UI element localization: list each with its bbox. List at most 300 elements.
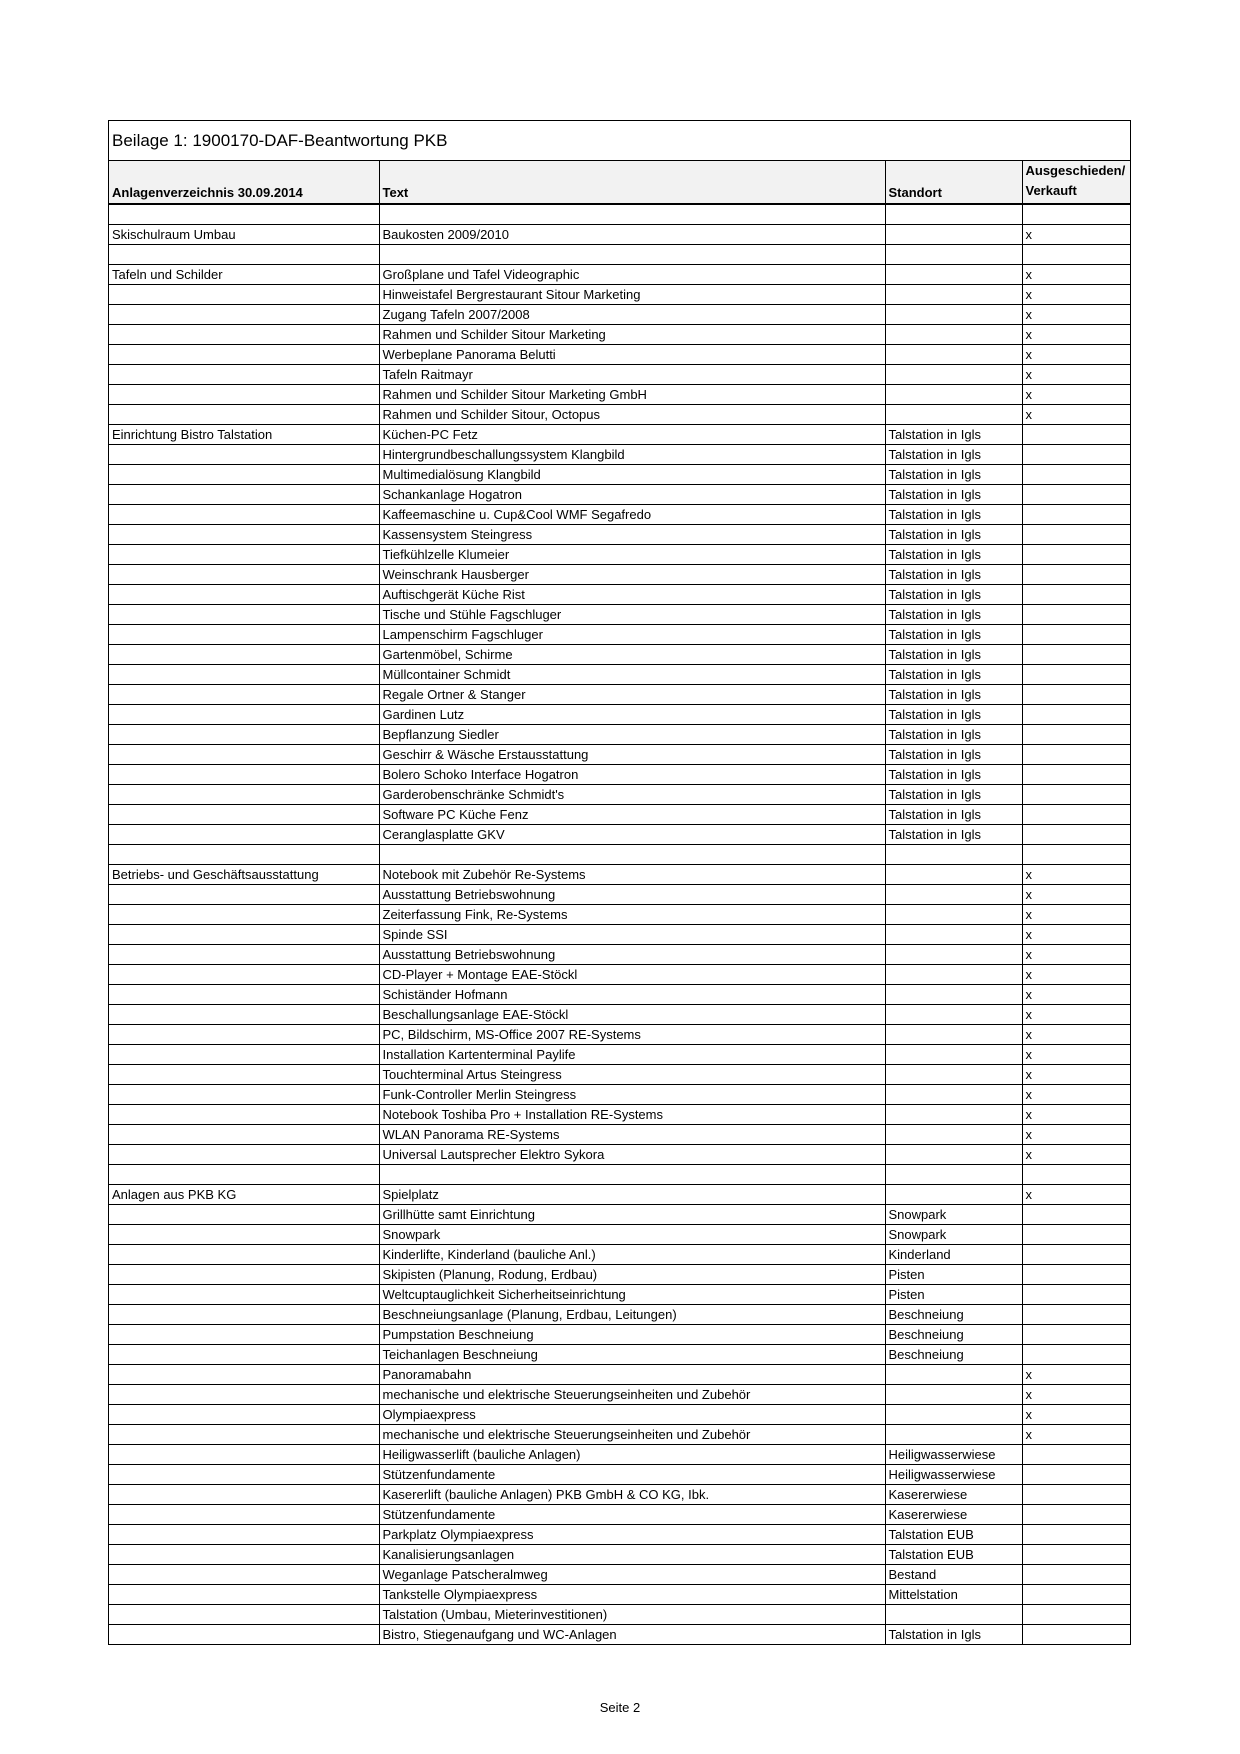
status-cell	[1022, 505, 1130, 525]
status-cell	[1022, 1305, 1130, 1325]
text-cell	[379, 1165, 885, 1185]
status-cell	[1022, 1525, 1130, 1545]
category-cell	[109, 925, 379, 945]
table-row	[109, 685, 1130, 705]
status-cell	[1022, 425, 1130, 445]
category-cell	[109, 525, 379, 545]
table-row	[109, 1385, 1130, 1405]
status-cell: x	[1022, 225, 1130, 245]
table-row	[109, 785, 1130, 805]
category-cell	[109, 965, 379, 985]
table-row	[109, 245, 1130, 265]
table-row	[109, 865, 1130, 885]
status-cell: x	[1022, 1125, 1130, 1145]
location-cell: Talstation in Igls	[885, 525, 1022, 545]
location-cell	[885, 225, 1022, 245]
status-cell	[1022, 665, 1130, 685]
asset-table-sheet	[108, 120, 1131, 1645]
location-cell	[885, 865, 1022, 885]
text-cell: Spinde SSI	[379, 925, 885, 945]
category-cell	[109, 1485, 379, 1505]
category-cell	[109, 505, 379, 525]
status-cell: x	[1022, 985, 1130, 1005]
status-cell	[1022, 585, 1130, 605]
status-cell	[1022, 1325, 1130, 1345]
table-row	[109, 1405, 1130, 1425]
table-row	[109, 1465, 1130, 1485]
category-cell	[109, 1365, 379, 1385]
location-cell: Talstation in Igls	[885, 805, 1022, 825]
location-cell	[885, 1125, 1022, 1145]
location-cell	[885, 1005, 1022, 1025]
location-cell: Talstation EUB	[885, 1545, 1022, 1565]
text-cell: Bistro, Stiegenaufgang und WC-Anlagen	[379, 1625, 885, 1645]
asset-table	[109, 161, 1130, 1644]
location-cell	[885, 385, 1022, 405]
category-cell	[109, 1465, 379, 1485]
status-cell: x	[1022, 1065, 1130, 1085]
status-cell	[1022, 1485, 1130, 1505]
table-row	[109, 305, 1130, 325]
table-row	[109, 1345, 1130, 1365]
table-row	[109, 425, 1130, 445]
text-cell: Rahmen und Schilder Sitour, Octopus	[379, 405, 885, 425]
location-cell	[885, 204, 1022, 225]
status-cell	[1022, 1565, 1130, 1585]
location-cell: Kinderland	[885, 1245, 1022, 1265]
text-cell: mechanische und elektrische Steuerungseinheiten und Zubehör	[379, 1425, 885, 1445]
table-row	[109, 1025, 1130, 1045]
status-cell	[1022, 845, 1130, 865]
text-cell: Bepflanzung Siedler	[379, 725, 885, 745]
status-cell: x	[1022, 865, 1130, 885]
status-cell: x	[1022, 965, 1130, 985]
text-cell: Hintergrundbeschallungssystem Klangbild	[379, 445, 885, 465]
table-row	[109, 1225, 1130, 1245]
status-cell	[1022, 805, 1130, 825]
text-cell: Kanalisierungsanlagen	[379, 1545, 885, 1565]
category-cell	[109, 1625, 379, 1645]
location-cell: Heiligwasserwiese	[885, 1465, 1022, 1485]
status-cell	[1022, 1605, 1130, 1625]
text-cell: Ausstattung Betriebswohnung	[379, 945, 885, 965]
text-cell	[379, 245, 885, 265]
status-cell	[1022, 725, 1130, 745]
table-row	[109, 1445, 1130, 1465]
text-cell: Bolero Schoko Interface Hogatron	[379, 765, 885, 785]
table-row	[109, 585, 1130, 605]
table-row	[109, 285, 1130, 305]
status-cell	[1022, 1345, 1130, 1365]
category-cell	[109, 745, 379, 765]
location-cell	[885, 845, 1022, 865]
text-cell: Kaffeemaschine u. Cup&Cool WMF Segafredo	[379, 505, 885, 525]
category-cell	[109, 285, 379, 305]
location-cell	[885, 1045, 1022, 1065]
text-cell: Olympiaexpress	[379, 1405, 885, 1425]
table-row	[109, 1065, 1130, 1085]
location-cell: Talstation in Igls	[885, 785, 1022, 805]
text-cell: Ausstattung Betriebswohnung	[379, 885, 885, 905]
category-cell: Skischulraum Umbau	[109, 225, 379, 245]
location-cell	[885, 1025, 1022, 1045]
status-cell	[1022, 825, 1130, 845]
category-cell	[109, 1585, 379, 1605]
text-cell: Zeiterfassung Fink, Re-Systems	[379, 905, 885, 925]
text-cell: Auftischgerät Küche Rist	[379, 585, 885, 605]
table-row	[109, 1245, 1130, 1265]
table-row	[109, 705, 1130, 725]
status-cell: x	[1022, 925, 1130, 945]
status-cell: x	[1022, 905, 1130, 925]
table-row	[109, 925, 1130, 945]
category-cell	[109, 585, 379, 605]
text-cell: Panoramabahn	[379, 1365, 885, 1385]
text-cell: Baukosten 2009/2010	[379, 225, 885, 245]
text-cell: Funk-Controller Merlin Steingress	[379, 1085, 885, 1105]
status-cell	[1022, 705, 1130, 725]
status-cell	[1022, 525, 1130, 545]
location-cell: Talstation in Igls	[885, 485, 1022, 505]
table-row	[109, 505, 1130, 525]
text-cell: Lampenschirm Fagschluger	[379, 625, 885, 645]
location-cell: Talstation in Igls	[885, 625, 1022, 645]
location-cell: Pisten	[885, 1285, 1022, 1305]
table-row	[109, 1545, 1130, 1565]
location-cell: Talstation in Igls	[885, 465, 1022, 485]
status-cell	[1022, 445, 1130, 465]
table-row	[109, 1285, 1130, 1305]
page-number: Seite 2	[599, 1700, 641, 1715]
table-row	[109, 385, 1130, 405]
text-cell: Küchen-PC Fetz	[379, 425, 885, 445]
header-anlagenverzeichnis: Anlagenverzeichnis 30.09.2014	[109, 161, 379, 204]
category-cell	[109, 1245, 379, 1265]
text-cell: Weganlage Patscheralmweg	[379, 1565, 885, 1585]
text-cell: Pumpstation Beschneiung	[379, 1325, 885, 1345]
text-cell: Großplane und Tafel Videographic	[379, 265, 885, 285]
text-cell: Garderobenschränke Schmidt's	[379, 785, 885, 805]
table-row	[109, 885, 1130, 905]
status-cell: x	[1022, 1365, 1130, 1385]
location-cell: Talstation in Igls	[885, 545, 1022, 565]
text-cell: Touchterminal Artus Steingress	[379, 1065, 885, 1085]
category-cell: Betriebs- und Geschäftsausstattung	[109, 865, 379, 885]
status-cell	[1022, 485, 1130, 505]
category-cell	[109, 1065, 379, 1085]
status-cell: x	[1022, 285, 1130, 305]
location-cell	[885, 1185, 1022, 1205]
category-cell	[109, 485, 379, 505]
location-cell: Talstation in Igls	[885, 445, 1022, 465]
table-row	[109, 1485, 1130, 1505]
location-cell: Talstation in Igls	[885, 565, 1022, 585]
category-cell	[109, 405, 379, 425]
status-cell: x	[1022, 385, 1130, 405]
status-cell: x	[1022, 1045, 1130, 1065]
status-cell	[1022, 545, 1130, 565]
category-cell	[109, 1385, 379, 1405]
location-cell	[885, 365, 1022, 385]
status-cell: x	[1022, 1425, 1130, 1445]
header-ausgeschieden: Ausgeschieden/ Verkauft	[1022, 161, 1130, 204]
category-cell	[109, 1325, 379, 1345]
category-cell	[109, 1045, 379, 1065]
location-cell: Talstation in Igls	[885, 745, 1022, 765]
table-row	[109, 1205, 1130, 1225]
location-cell: Talstation EUB	[885, 1525, 1022, 1545]
category-cell	[109, 945, 379, 965]
location-cell: Talstation in Igls	[885, 725, 1022, 745]
status-cell	[1022, 1545, 1130, 1565]
location-cell	[885, 245, 1022, 265]
table-row	[109, 1045, 1130, 1065]
status-cell: x	[1022, 1405, 1130, 1425]
table-row	[109, 825, 1130, 845]
location-cell: Kasererwiese	[885, 1505, 1022, 1525]
location-cell	[885, 1405, 1022, 1425]
header-text: Text	[379, 161, 885, 204]
category-cell	[109, 1405, 379, 1425]
header-standort: Standort	[885, 161, 1022, 204]
text-cell: Weinschrank Hausberger	[379, 565, 885, 585]
location-cell: Snowpark	[885, 1225, 1022, 1245]
text-cell: Regale Ortner & Stanger	[379, 685, 885, 705]
text-cell: WLAN Panorama RE-Systems	[379, 1125, 885, 1145]
table-row	[109, 565, 1130, 585]
location-cell	[885, 925, 1022, 945]
category-cell	[109, 805, 379, 825]
status-cell	[1022, 1465, 1130, 1485]
status-cell: x	[1022, 325, 1130, 345]
category-cell	[109, 545, 379, 565]
text-cell: CD-Player + Montage EAE-Stöckl	[379, 965, 885, 985]
category-cell	[109, 1025, 379, 1045]
text-cell: Software PC Küche Fenz	[379, 805, 885, 825]
table-row	[109, 1265, 1130, 1285]
table-row	[109, 1625, 1130, 1645]
table-row	[109, 345, 1130, 365]
location-cell	[885, 945, 1022, 965]
status-cell	[1022, 1505, 1130, 1525]
text-cell: Skipisten (Planung, Rodung, Erdbau)	[379, 1265, 885, 1285]
category-cell	[109, 245, 379, 265]
category-cell	[109, 325, 379, 345]
text-cell: Parkplatz Olympiaexpress	[379, 1525, 885, 1545]
category-cell	[109, 1505, 379, 1525]
category-cell	[109, 1605, 379, 1625]
category-cell	[109, 985, 379, 1005]
location-cell: Heiligwasserwiese	[885, 1445, 1022, 1465]
location-cell	[885, 965, 1022, 985]
text-cell: Snowpark	[379, 1225, 885, 1245]
category-cell	[109, 685, 379, 705]
status-cell	[1022, 204, 1130, 225]
category-cell	[109, 1205, 379, 1225]
status-cell: x	[1022, 1105, 1130, 1125]
table-row	[109, 365, 1130, 385]
status-cell: x	[1022, 885, 1130, 905]
text-cell	[379, 845, 885, 865]
location-cell: Talstation in Igls	[885, 825, 1022, 845]
location-cell: Talstation in Igls	[885, 505, 1022, 525]
category-cell	[109, 665, 379, 685]
status-cell	[1022, 1265, 1130, 1285]
text-cell: Müllcontainer Schmidt	[379, 665, 885, 685]
status-cell	[1022, 785, 1130, 805]
table-row	[109, 1165, 1130, 1185]
status-cell: x	[1022, 1385, 1130, 1405]
location-cell	[885, 1065, 1022, 1085]
table-row	[109, 1125, 1130, 1145]
location-cell	[885, 885, 1022, 905]
status-cell	[1022, 1285, 1130, 1305]
location-cell	[885, 265, 1022, 285]
location-cell: Talstation in Igls	[885, 425, 1022, 445]
category-cell	[109, 725, 379, 745]
text-cell: Schankanlage Hogatron	[379, 485, 885, 505]
location-cell: Pisten	[885, 1265, 1022, 1285]
table-row	[109, 1585, 1130, 1605]
location-cell: Talstation in Igls	[885, 665, 1022, 685]
table-row	[109, 1085, 1130, 1105]
status-cell	[1022, 745, 1130, 765]
category-cell	[109, 1125, 379, 1145]
table-row	[109, 1505, 1130, 1525]
text-cell: Weltcuptauglichkeit Sicherheitseinrichtung	[379, 1285, 885, 1305]
table-row	[109, 805, 1130, 825]
status-cell	[1022, 625, 1130, 645]
category-cell	[109, 445, 379, 465]
text-cell: Tische und Stühle Fagschluger	[379, 605, 885, 625]
text-cell: Gartenmöbel, Schirme	[379, 645, 885, 665]
table-row	[109, 645, 1130, 665]
category-cell	[109, 905, 379, 925]
location-cell: Talstation in Igls	[885, 705, 1022, 725]
text-cell: Heiligwasserlift (bauliche Anlagen)	[379, 1445, 885, 1465]
status-cell	[1022, 1625, 1130, 1645]
text-cell: Kassensystem Steingress	[379, 525, 885, 545]
text-cell	[379, 204, 885, 225]
status-cell: x	[1022, 405, 1130, 425]
location-cell: Talstation in Igls	[885, 605, 1022, 625]
text-cell: PC, Bildschirm, MS-Office 2007 RE-Systems	[379, 1025, 885, 1045]
text-cell: Hinweistafel Bergrestaurant Sitour Marketing	[379, 285, 885, 305]
category-cell: Tafeln und Schilder	[109, 265, 379, 285]
category-cell	[109, 1145, 379, 1165]
table-row	[109, 765, 1130, 785]
text-cell: Rahmen und Schilder Sitour Marketing	[379, 325, 885, 345]
table-row	[109, 1605, 1130, 1625]
table-row	[109, 445, 1130, 465]
table-row	[109, 745, 1130, 765]
text-cell: Notebook mit Zubehör Re-Systems	[379, 865, 885, 885]
table-row	[109, 665, 1130, 685]
text-cell: Grillhütte samt Einrichtung	[379, 1205, 885, 1225]
location-cell: Talstation in Igls	[885, 585, 1022, 605]
table-row	[109, 265, 1130, 285]
table-row	[109, 1305, 1130, 1325]
table-row	[109, 985, 1130, 1005]
text-cell: Zugang Tafeln 2007/2008	[379, 305, 885, 325]
text-cell: Spielplatz	[379, 1185, 885, 1205]
location-cell	[885, 405, 1022, 425]
text-cell: Tiefkühlzelle Klumeier	[379, 545, 885, 565]
text-cell: Tafeln Raitmayr	[379, 365, 885, 385]
status-cell: x	[1022, 365, 1130, 385]
location-cell	[885, 985, 1022, 1005]
status-cell: x	[1022, 1085, 1130, 1105]
location-cell	[885, 345, 1022, 365]
status-cell	[1022, 685, 1130, 705]
location-cell	[885, 325, 1022, 345]
location-cell	[885, 1145, 1022, 1165]
category-cell	[109, 605, 379, 625]
category-cell	[109, 345, 379, 365]
category-cell	[109, 1425, 379, 1445]
category-cell	[109, 1105, 379, 1125]
category-cell	[109, 1525, 379, 1545]
text-cell: Universal Lautsprecher Elektro Sykora	[379, 1145, 885, 1165]
location-cell: Talstation in Igls	[885, 1625, 1022, 1645]
text-cell: Stützenfundamente	[379, 1465, 885, 1485]
text-cell: Installation Kartenterminal Paylife	[379, 1045, 885, 1065]
category-cell	[109, 785, 379, 805]
status-cell	[1022, 565, 1130, 585]
table-row	[109, 1325, 1130, 1345]
location-cell	[885, 1105, 1022, 1125]
table-row	[109, 1105, 1130, 1125]
category-cell	[109, 705, 379, 725]
table-row	[109, 605, 1130, 625]
location-cell	[885, 305, 1022, 325]
table-row	[109, 1565, 1130, 1585]
table-row	[109, 405, 1130, 425]
status-cell	[1022, 1225, 1130, 1245]
status-cell	[1022, 645, 1130, 665]
category-cell: Anlagen aus PKB KG	[109, 1185, 379, 1205]
table-row	[109, 1525, 1130, 1545]
table-row	[109, 525, 1130, 545]
text-cell: Notebook Toshiba Pro + Installation RE-Systems	[379, 1105, 885, 1125]
category-cell	[109, 385, 379, 405]
table-row	[109, 905, 1130, 925]
category-cell	[109, 1005, 379, 1025]
status-cell	[1022, 245, 1130, 265]
location-cell: Mittelstation	[885, 1585, 1022, 1605]
status-cell: x	[1022, 1145, 1130, 1165]
text-cell: Stützenfundamente	[379, 1505, 885, 1525]
category-cell	[109, 645, 379, 665]
status-cell	[1022, 465, 1130, 485]
table-row	[109, 1145, 1130, 1165]
text-cell: Werbeplane Panorama Belutti	[379, 345, 885, 365]
location-cell: Snowpark	[885, 1205, 1022, 1225]
text-cell: Kasererlift (bauliche Anlagen) PKB GmbH & CO KG, Ibk.	[379, 1485, 885, 1505]
location-cell	[885, 1165, 1022, 1185]
text-cell: Beschneiungsanlage (Planung, Erdbau, Leitungen)	[379, 1305, 885, 1325]
status-cell: x	[1022, 1005, 1130, 1025]
text-cell: Talstation (Umbau, Mieterinvestitionen)	[379, 1605, 885, 1625]
table-row	[109, 945, 1130, 965]
status-cell	[1022, 605, 1130, 625]
status-cell: x	[1022, 1185, 1130, 1205]
category-cell	[109, 1305, 379, 1325]
category-cell	[109, 1445, 379, 1465]
location-cell	[885, 1085, 1022, 1105]
category-cell	[109, 1265, 379, 1285]
category-cell	[109, 1225, 379, 1245]
